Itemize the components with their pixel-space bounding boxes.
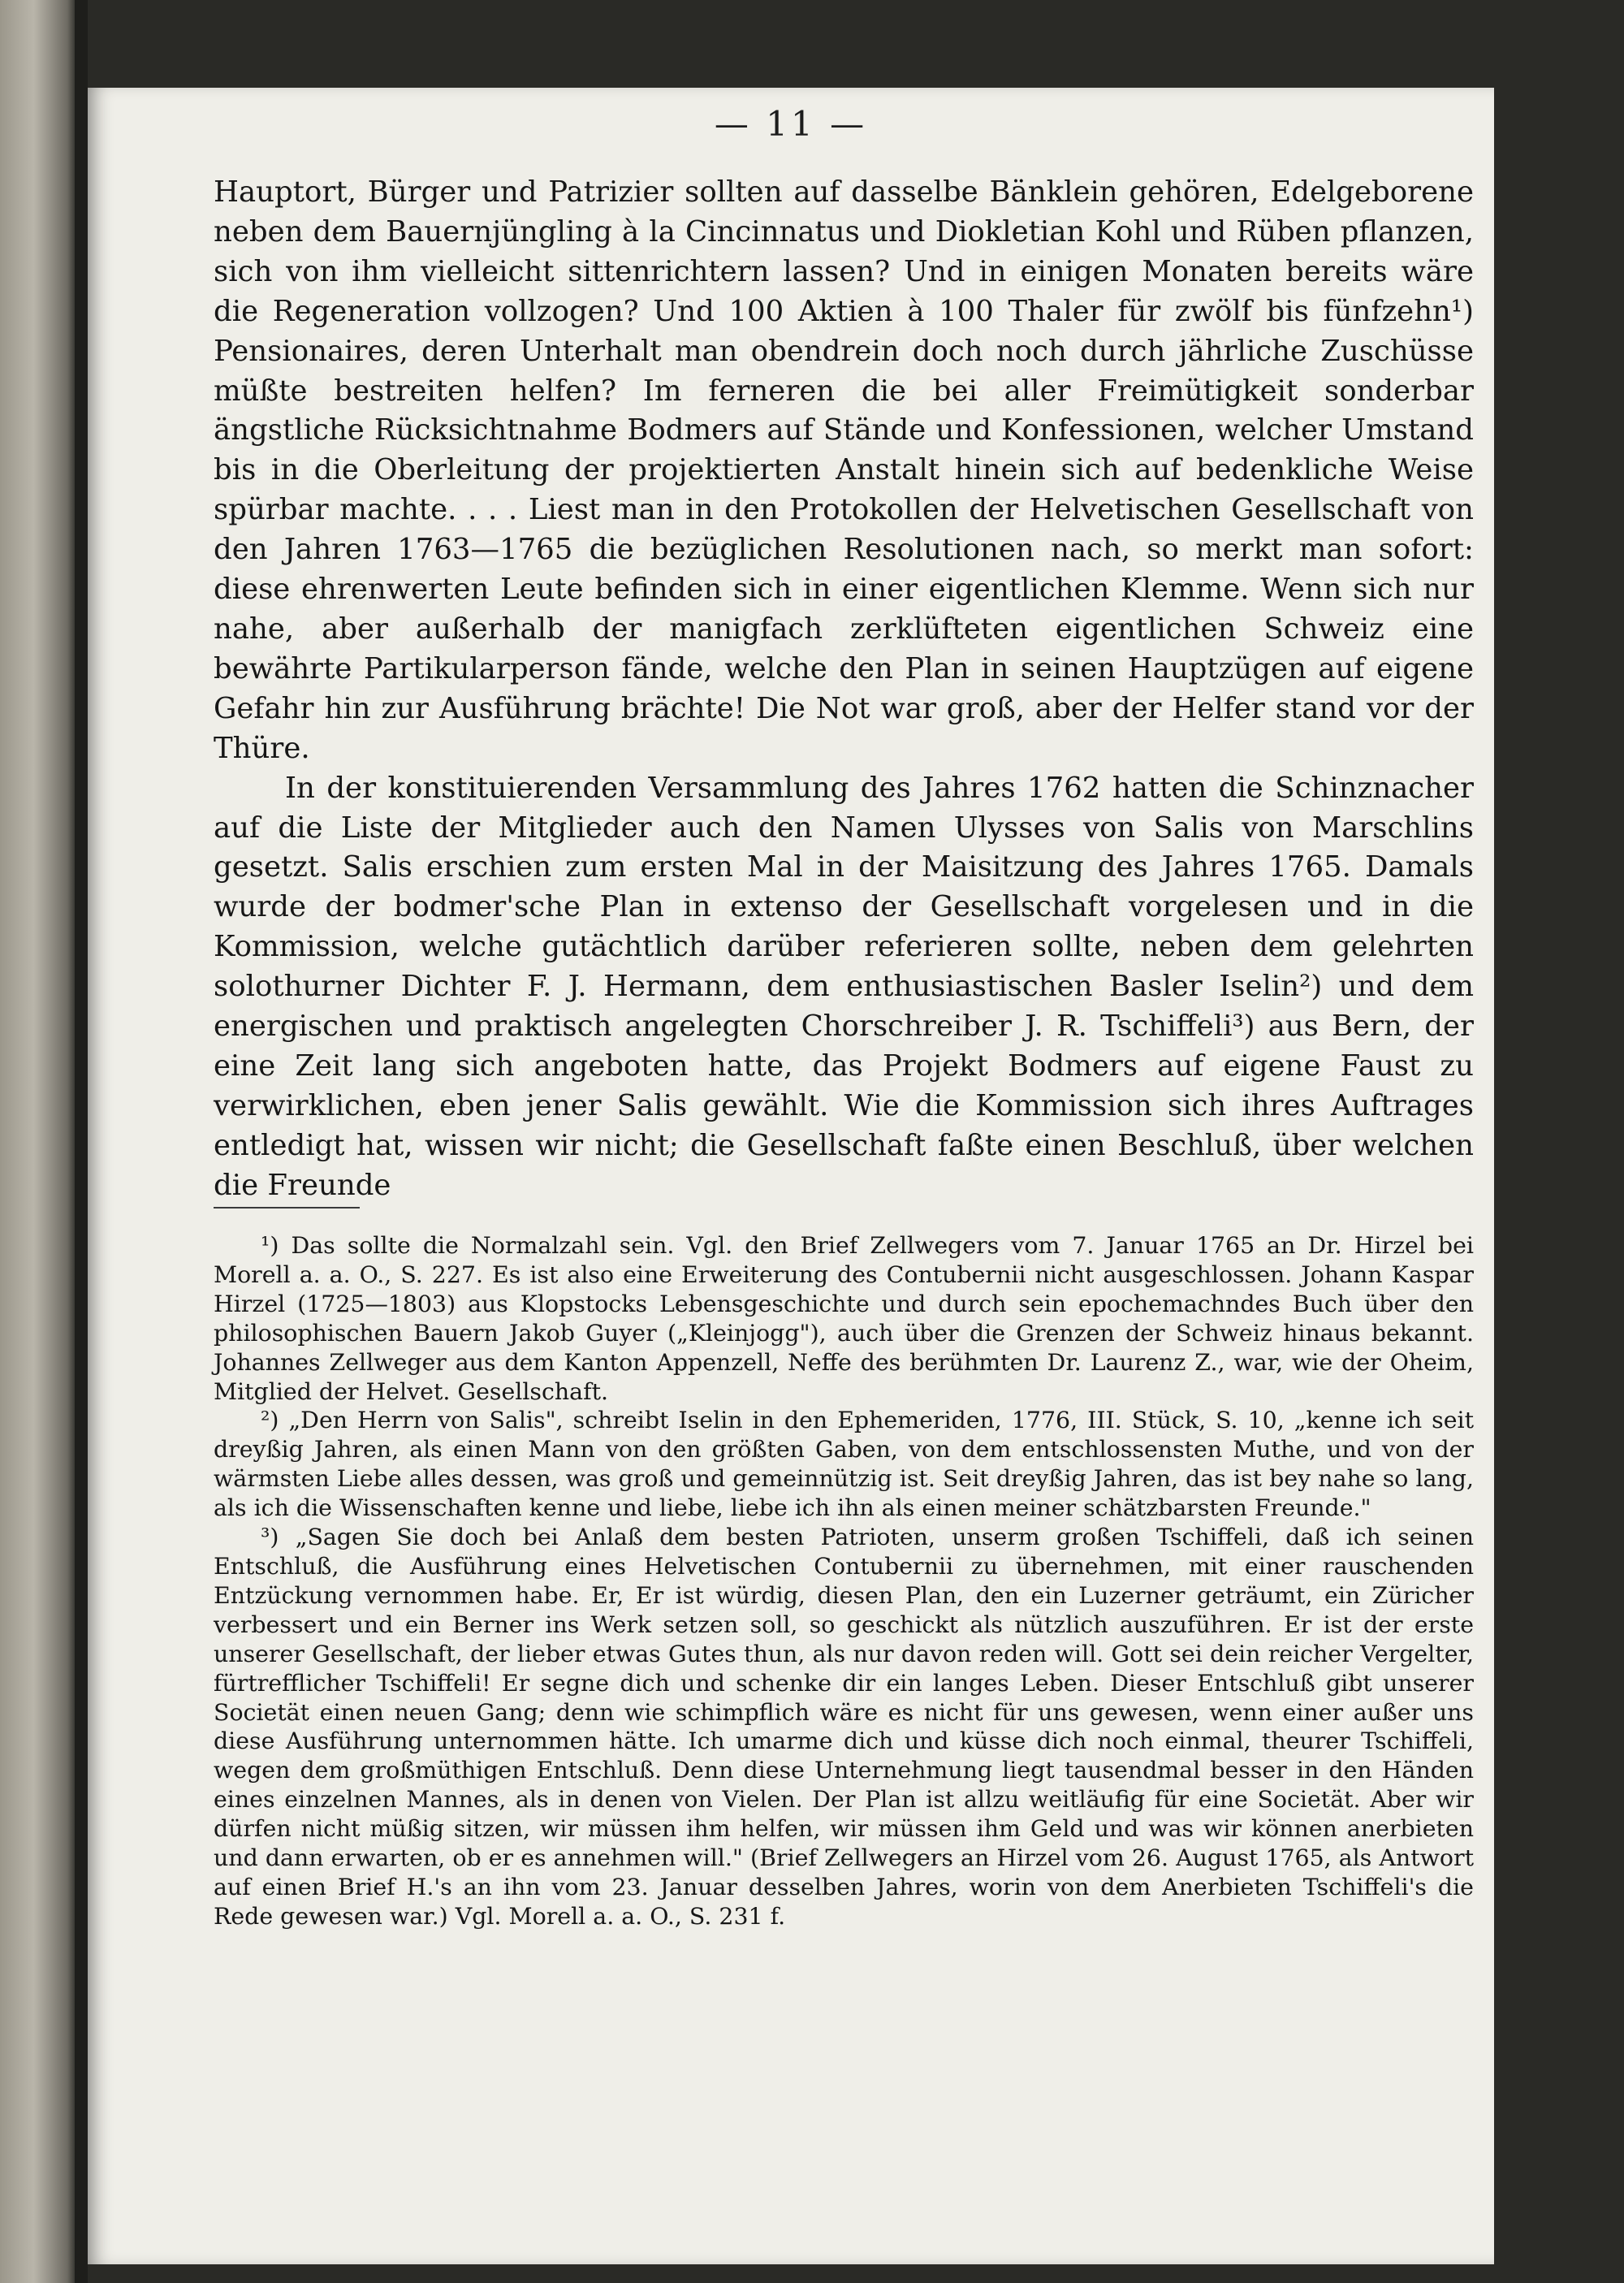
page-number: — 11 — xyxy=(714,104,868,144)
footnote-rule xyxy=(214,1207,360,1209)
footnotes xyxy=(214,1231,1474,1931)
book-gutter xyxy=(75,0,88,2283)
footnote: ³) „Sagen Sie doch bei Anlaß dem besten Patrioten, unserm großen Tschiffeli, daß ich seinen Entschluß, die Ausführung eines Helvetischen Contubernii zu übernehmen, mit einer rauschenden Entzückung vernommen habe. Er, Er ist würdig, diesen Plan, den ein Luzerner geträumt, ein Züricher verbessert und ein Berner ins Werk setzen soll, so geschickt als nützlich auszuführen. Er ist der erste unserer Gesellschaft, der lieber etwas Gutes thun, als nur davon reden will. Gott sei dein reicher Vergelter, fürtrefflicher Tschiffeli! Er segne dich und schenke dir ein langes Leben. Dieser Entschluß gibt unserer Societät einen neuen Gang; denn wie schimpflich wäre es nicht für uns gewesen, wenn einer außer uns diese Ausführung unternommen hätte. Ich umarme dich und küsse dich noch einmal, theurer Tschiffeli, wegen dem großmüthigen Entschluß. Denn diese Unternehmung liegt tausendmal besser in den Händen eines einzelnen Mannes, als in denen von Vielen. Der Plan ist allzu weitläufig für eine Societät. Aber wir dürfen nicht müßig sitzen, wir müssen ihm helfen, wir müssen ihm Geld und was wir können anerbieten und dann erwarten, ob er es annehmen will." (Brief Zellwegers an Hirzel vom 26. August 1765, als Antwort auf einen Brief H.'s an ihn vom 23. Januar desselben Jahres, worin von dem Anerbieten Tschiffeli's die Rede gewesen war.) Vgl. Morell a. a. O., S. 231 f. xyxy=(214,1524,1474,1930)
footnote: ¹) Das sollte die Normalzahl sein. Vgl. den Brief Zellwegers vom 7. Januar 1765 an Dr. Hirzel bei Morell a. a. O., S. 227. Es ist also eine Erweiterung des Contubernii nicht ausgeschlossen. Johann Kaspar Hirzel (1725—1803) aus Klopstocks Lebensgeschichte und durch sein epochemachndes Buch über den philosophischen Bauern Jakob Guyer („Kleinjogg"), auch über die Grenzen der Schweiz hinaus bekannt. Johannes Zellweger aus dem Kanton Appenzell, Neffe des berühmten Dr. Laurenz Z., war, wie der Oheim, Mitglied der Helvet. Gesellschaft. xyxy=(214,1232,1474,1405)
footnote: ²) „Den Herrn von Salis", schreibt Iselin in den Ephemeriden, 1776, III. Stück, S. 10, „kenne ich seit dreyßig Jahren, als einen Mann von den größten Gaben, von dem entschlossensten Muthe, und von der wärmsten Liebe alles dessen, was groß und gemeinnützig ist. Seit dreyßig Jahren, das ist bey nahe so lang, als ich die Wissenschaften kenne und liebe, liebe ich ihn als einen meiner schätzbarsten Freunde." xyxy=(214,1407,1474,1522)
facing-page-edge xyxy=(0,0,75,2283)
main-paragraph: Hauptort, Bürger und Patrizier sollten auf dasselbe Bänklein gehören, Edelgeborene neben dem Bauernjüngling à la Cincinnatus und Diokletian Kohl und Rüben pflanzen, sich von ihm vielleicht sittenrichtern lassen? Und in einigen Monaten bereits wäre die Regeneration vollzogen? Und 100 Aktien à 100 Thaler für zwölf bis fünfzehn¹) Pensionaires, deren Unterhalt man obendrein doch noch durch jährliche Zuschüsse müßte bestreiten helfen? Im ferneren die bei aller Freimütigkeit sonderbar ängstliche Rücksichtnahme Bodmers auf Stände und Konfessionen, welcher Umstand bis in die Oberleitung der projektierten Anstalt hinein sich auf bedenkliche Weise spürbar machte. . . . Liest man in den Protokollen der Helvetischen Gesellschaft von den Jahren 1763—1765 die bezüglichen Resolutionen nach, so merkt man sofort: diese ehrenwerten Leute befinden sich in einer eigentlichen Klemme. Wenn sich nur nahe, aber außerhalb der manigfach zerklüfteten eigentlichen Schweiz eine bewährte Partikularperson fände, welche den Plan in seinen Hauptzügen auf eigene Gefahr hin zur Ausführung brächte! Die Not war groß, aber der Helfer stand vor der Thüre. xyxy=(214,175,1474,765)
book-page xyxy=(88,88,1494,2264)
main-paragraph: In der konstituierenden Versammlung des Jahres 1762 hatten die Schinznacher auf die Liste der Mitglieder auch den Namen Ulysses von Salis von Marschlins gesetzt. Salis erschien zum ersten Mal in der Maisitzung des Jahres 1765. Damals wurde der bodmer'sche Plan in extenso der Gesellschaft vorgelesen und in die Kommission, welche gutächtlich darüber referieren sollte, neben dem gelehrten solothurner Dichter F. J. Hermann, dem enthusiastischen Basler Iselin²) und dem energischen und praktisch angelegten Chorschreiber J. R. Tschiffeli³) aus Bern, der eine Zeit lang sich angeboten hatte, das Projekt Bodmers auf eigene Faust zu verwirklichen, eben jener Salis gewählt. Wie die Kommission sich ihres Auftrages entledigt hat, wissen wir nicht; die Gesellschaft faßte einen Beschluß, über welchen die Freunde xyxy=(214,771,1474,1202)
main-text xyxy=(214,173,1474,1206)
